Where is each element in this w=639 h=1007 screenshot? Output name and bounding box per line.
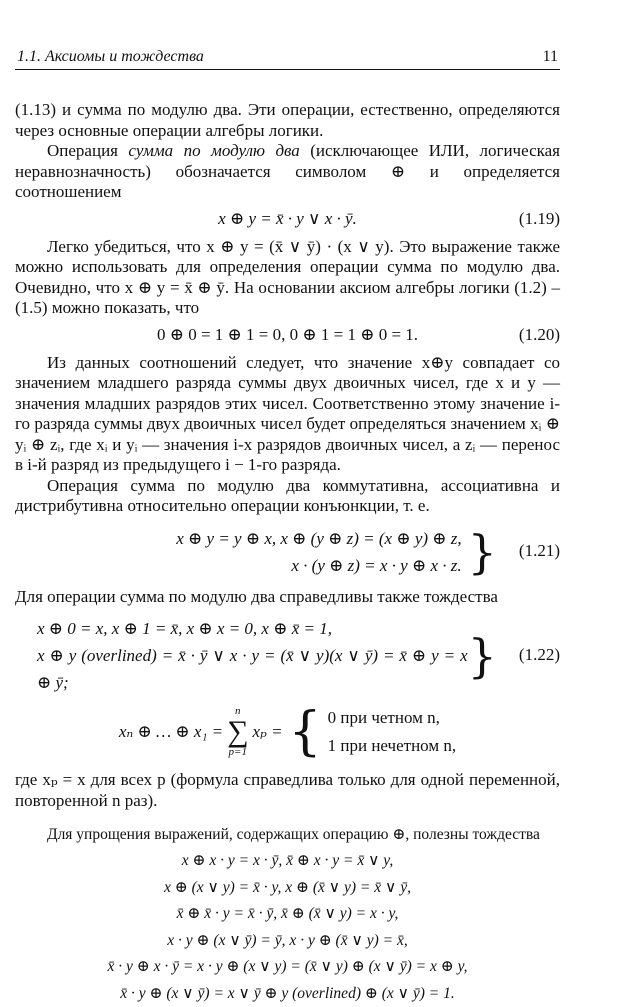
paragraph-2-b: (исключающее ИЛИ, логическая неравнозначность) обозначается символом ⊕ и определяется соотношением — [15, 141, 560, 201]
right-brace: } — [468, 529, 497, 575]
identity-line: x ⊕ (x ∨ y) = x̄ · y, x ⊕ (x̄ ∨ y) = x̄ ∨ ȳ, — [15, 875, 560, 902]
identities-block — [15, 848, 560, 1007]
case-odd: 1 при нечетном n, — [328, 732, 456, 760]
sum-lhs: xₙ ⊕ … ⊕ x₁ = — [119, 722, 223, 743]
sum-term: xₚ = — [252, 722, 282, 743]
equation-1-22-line2: x ⊕ y (overlined) = x̄ · ȳ ∨ x · y = (x̄ ∨ y)(x ∨ ȳ) = x̄ ⊕ y = x ⊕ ȳ; — [37, 642, 468, 696]
sum-upper-limit: n — [235, 706, 241, 717]
left-brace: { — [289, 706, 322, 758]
section-title: 1.1. Аксиомы и тождества — [17, 48, 204, 66]
page-number: 11 — [543, 48, 558, 66]
sum-lower-limit: p=1 — [229, 747, 247, 758]
sigma-icon: ∑ — [227, 717, 248, 747]
identity-line: x ⊕ x · y = x · ȳ, x̄ ⊕ x · y = x̄ ∨ y, — [15, 848, 560, 875]
paragraph-5: Операция сумма по модулю два коммутативна, ассоциативна и дистрибутивна относительно операции конъюнкции, т. е. — [15, 476, 560, 517]
paragraph-4: Из данных соотношений следует, что значение x⊕y совпадает со значением младшего разряда суммы двух двоичных чисел, где x и y — значения младших разрядов этих чисел. Соответственно этому значение i-го разряда суммы двух двоичных чисел будет определяться значением xᵢ ⊕ yᵢ ⊕ zᵢ, где xᵢ и yᵢ — значения i-х разрядов двоичных чисел, а zᵢ — перенос в i-й разряд из предыдущего i − 1-го разряда. — [15, 353, 560, 476]
summation-sign — [227, 706, 248, 758]
equation-1-19-tag: (1.19) — [519, 209, 560, 230]
page-body — [15, 100, 560, 1007]
equation-1-22 — [15, 615, 560, 696]
equation-1-21-line1: x ⊕ y = y ⊕ x, x ⊕ (y ⊕ z) = (x ⊕ y) ⊕ z, — [176, 525, 461, 552]
paragraph-3: Легко убедиться, что x ⊕ y = (x̄ ∨ ȳ) · (x ∨ y). Это выражение также можно использовать для определения операции сумма по модулю два. Очевидно, что x ⊕ y = x̄ ⊕ ȳ. На основании аксиом алгебры логики (1.2) – (1.5) можно показать, что — [15, 237, 560, 319]
equation-1-20-tag: (1.20) — [519, 325, 560, 346]
equation-1-20-body: 0 ⊕ 0 = 1 ⊕ 1 = 0, 0 ⊕ 1 = 1 ⊕ 0 = 1. — [157, 325, 418, 346]
paragraph-2-a: Операция — [47, 141, 128, 160]
paragraph-8: Для упрощения выражений, содержащих операцию ⊕, полезны тождества — [15, 825, 560, 844]
identity-line: x · y ⊕ (x ∨ ȳ) = ȳ, x · y ⊕ (x̄ ∨ y) = x̄, — [15, 928, 560, 955]
identity-line: x̄ · y ⊕ x · ȳ = x · y ⊕ (x ∨ y) = (x̄ ∨ y) ⊕ (x ∨ ȳ) = x ⊕ y, — [15, 954, 560, 981]
case-even: 0 при четном n, — [328, 704, 456, 732]
equation-1-21 — [15, 525, 560, 579]
equation-1-22-line1: x ⊕ 0 = x, x ⊕ 1 = x̄, x ⊕ x = 0, x ⊕ x̄ = 1, — [37, 615, 332, 642]
equation-1-19-body: x ⊕ y = x̄ · y ∨ x · ȳ. — [218, 209, 357, 230]
book-page — [15, 48, 560, 1007]
running-header — [15, 48, 560, 70]
right-brace: } — [468, 633, 497, 679]
equation-1-21-line2: x · (y ⊕ z) = x · y ⊕ x · z. — [291, 552, 461, 579]
equation-1-21-tag: (1.21) — [519, 541, 560, 562]
equation-1-21-lines — [176, 525, 461, 579]
equation-1-20 — [15, 325, 560, 347]
equation-1-19 — [15, 209, 560, 231]
parity-sum-formula — [15, 704, 560, 760]
sum-cases — [328, 704, 456, 760]
paragraph-6: Для операции сумма по модулю два справедливы также тождества — [15, 587, 560, 608]
identity-line: x̄ · y ⊕ (x ∨ ȳ) = x ∨ ȳ ⊕ y (overlined) ⊕ (x ∨ ȳ) = 1. — [15, 981, 560, 1007]
equation-1-22-lines — [37, 615, 468, 696]
paragraph-2 — [15, 141, 560, 203]
term-xor: сумма по модулю два — [128, 141, 299, 160]
identity-line: x̄ ⊕ x̄ · y = x̄ · ȳ, x̄ ⊕ (x̄ ∨ y) = x · y, — [15, 901, 560, 928]
paragraph-1: (1.13) и сумма по модулю два. Эти операции, естественно, определяются через основные операции алгебры логики. — [15, 100, 560, 141]
equation-1-22-tag: (1.22) — [519, 645, 560, 666]
paragraph-7: где xₚ = x для всех p (формула справедлива только для одной переменной, повторенной n раз). — [15, 770, 560, 811]
